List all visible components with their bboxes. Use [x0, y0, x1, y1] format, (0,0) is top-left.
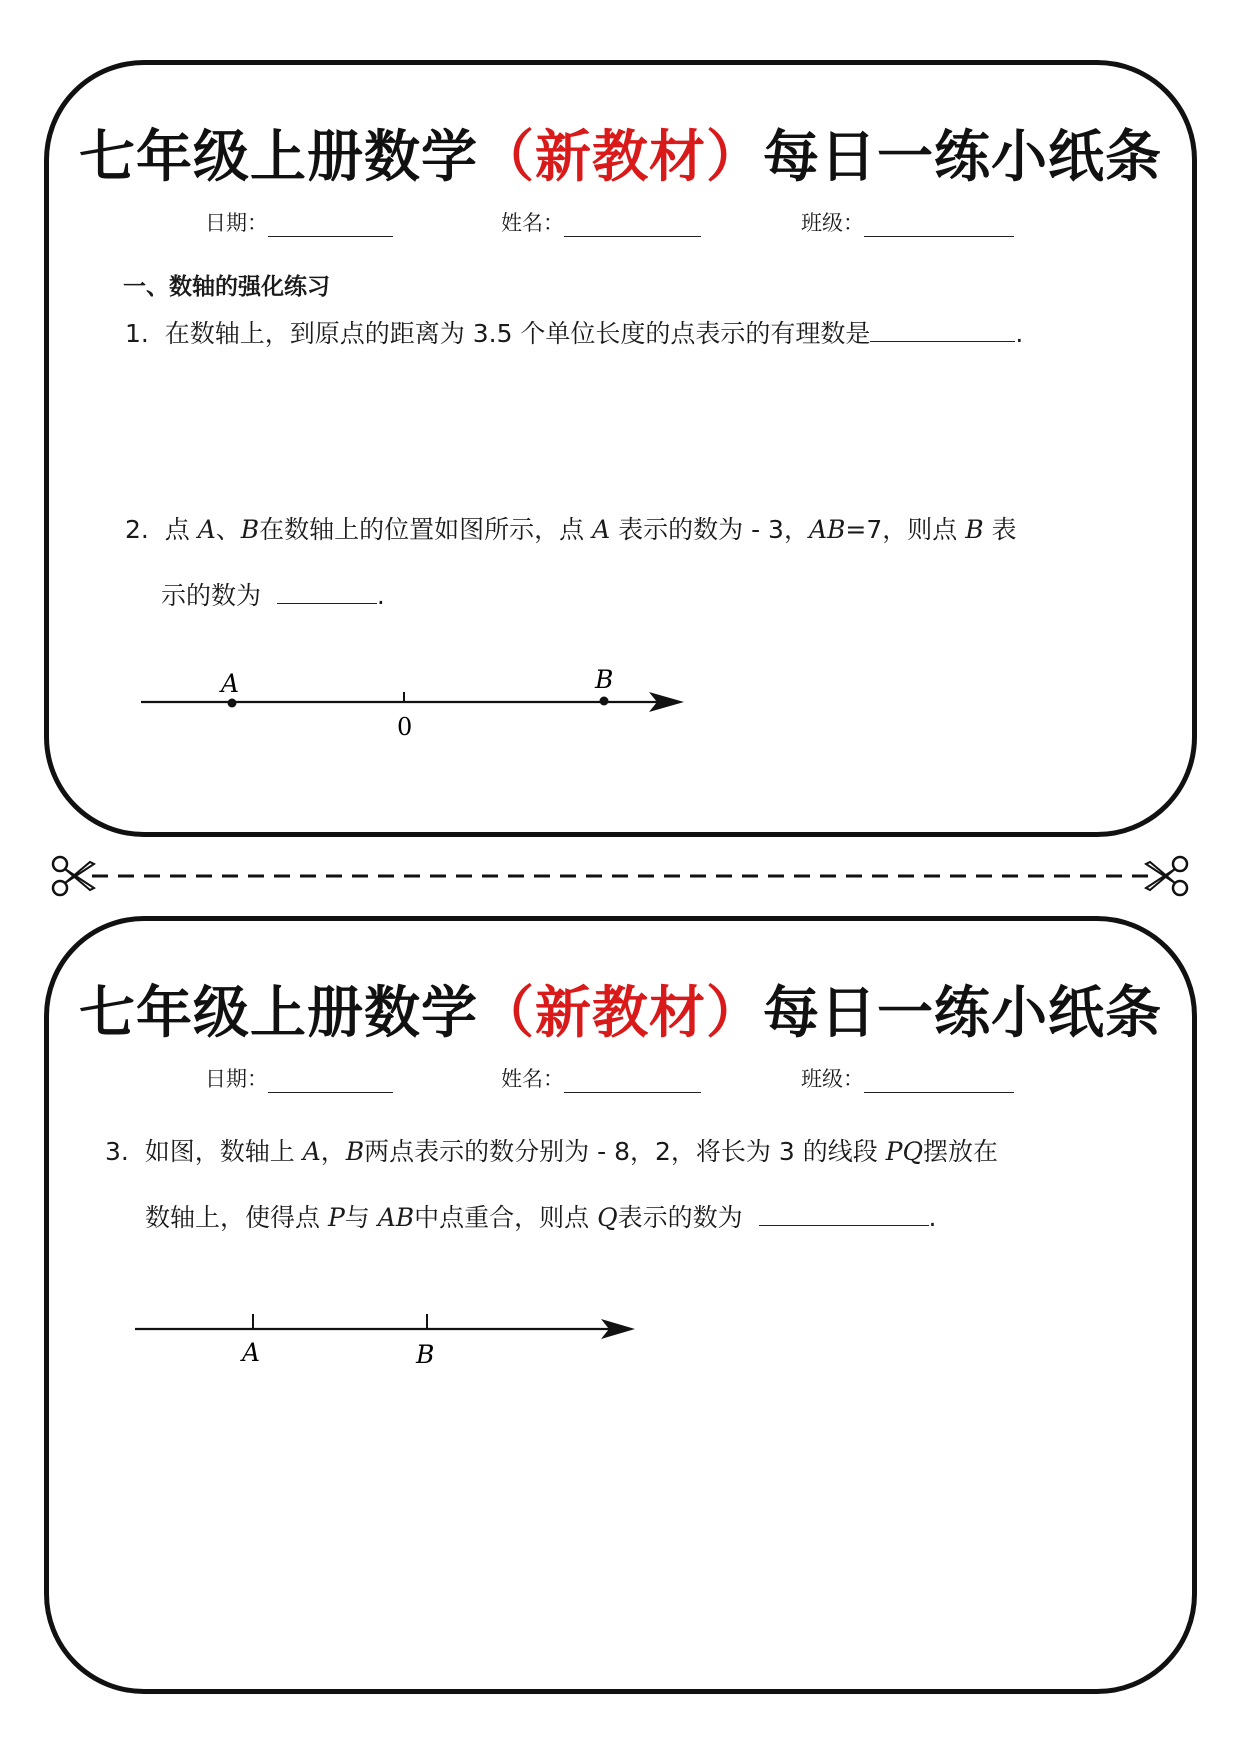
question-1: 1. 在数轴上，到原点的距离为 3.5 个单位长度的点表示的有理数是 . [125, 319, 1024, 348]
date-blank[interactable] [268, 1068, 393, 1093]
answer-blank-2[interactable] [277, 579, 377, 604]
date-field[interactable] [205, 1063, 393, 1093]
name-field[interactable] [501, 1063, 701, 1093]
question-3-line2: 数轴上，使得点 P与 AB中点重合，则点 Q表示的数为 . [145, 1203, 937, 1232]
date-blank[interactable] [268, 212, 393, 237]
question-2-line2: 示的数为 . [161, 581, 385, 610]
label-b: B [595, 665, 614, 694]
class-label: 班级： [801, 1067, 864, 1091]
card-title: 七年级上册数学（新教材）每日一练小纸条 [79, 124, 1162, 190]
question-2-line1: 2. 点 A、B在数轴上的位置如图所示，点 A 表示的数为 - 3，AB=7，则点 B 表 [125, 515, 1017, 544]
title-highlight: （新教材） [478, 124, 763, 190]
date-label: 日期： [205, 211, 268, 235]
scissors-icon [1146, 857, 1187, 895]
date-label: 日期： [205, 1067, 268, 1091]
name-blank[interactable] [564, 1068, 701, 1093]
number-line-2 [129, 655, 689, 745]
point-b [600, 697, 609, 706]
class-field[interactable] [801, 207, 1014, 237]
date-field[interactable] [205, 207, 393, 237]
number-line-3 [129, 1289, 649, 1379]
class-blank[interactable] [864, 212, 1014, 237]
label-a: A [221, 669, 240, 698]
name-label: 姓名： [501, 1067, 564, 1091]
cut-line [0, 848, 1241, 908]
class-blank[interactable] [864, 1068, 1014, 1093]
point-a [228, 699, 237, 708]
label-zero: 0 [397, 713, 413, 741]
card-title: 七年级上册数学（新教材）每日一练小纸条 [79, 980, 1162, 1046]
answer-blank-3[interactable] [759, 1201, 929, 1226]
class-field[interactable] [801, 1063, 1014, 1093]
title-highlight: （新教材） [478, 980, 763, 1046]
label-a: A [242, 1338, 261, 1367]
info-fields [49, 1063, 1192, 1103]
name-blank[interactable] [564, 212, 701, 237]
practice-card-1 [44, 60, 1197, 837]
section-heading: 一、数轴的强化练习 [123, 274, 330, 300]
name-field[interactable] [501, 207, 701, 237]
answer-blank-1[interactable] [870, 317, 1015, 342]
class-label: 班级： [801, 211, 864, 235]
label-b: B [416, 1340, 435, 1369]
info-fields [49, 207, 1192, 247]
name-label: 姓名： [501, 211, 564, 235]
practice-card-2 [44, 916, 1197, 1694]
question-3-line1: 3. 如图，数轴上 A，B两点表示的数分别为 - 8，2，将长为 3 的线段 PQ摆放在 [105, 1137, 998, 1166]
scissors-icon [53, 857, 94, 895]
